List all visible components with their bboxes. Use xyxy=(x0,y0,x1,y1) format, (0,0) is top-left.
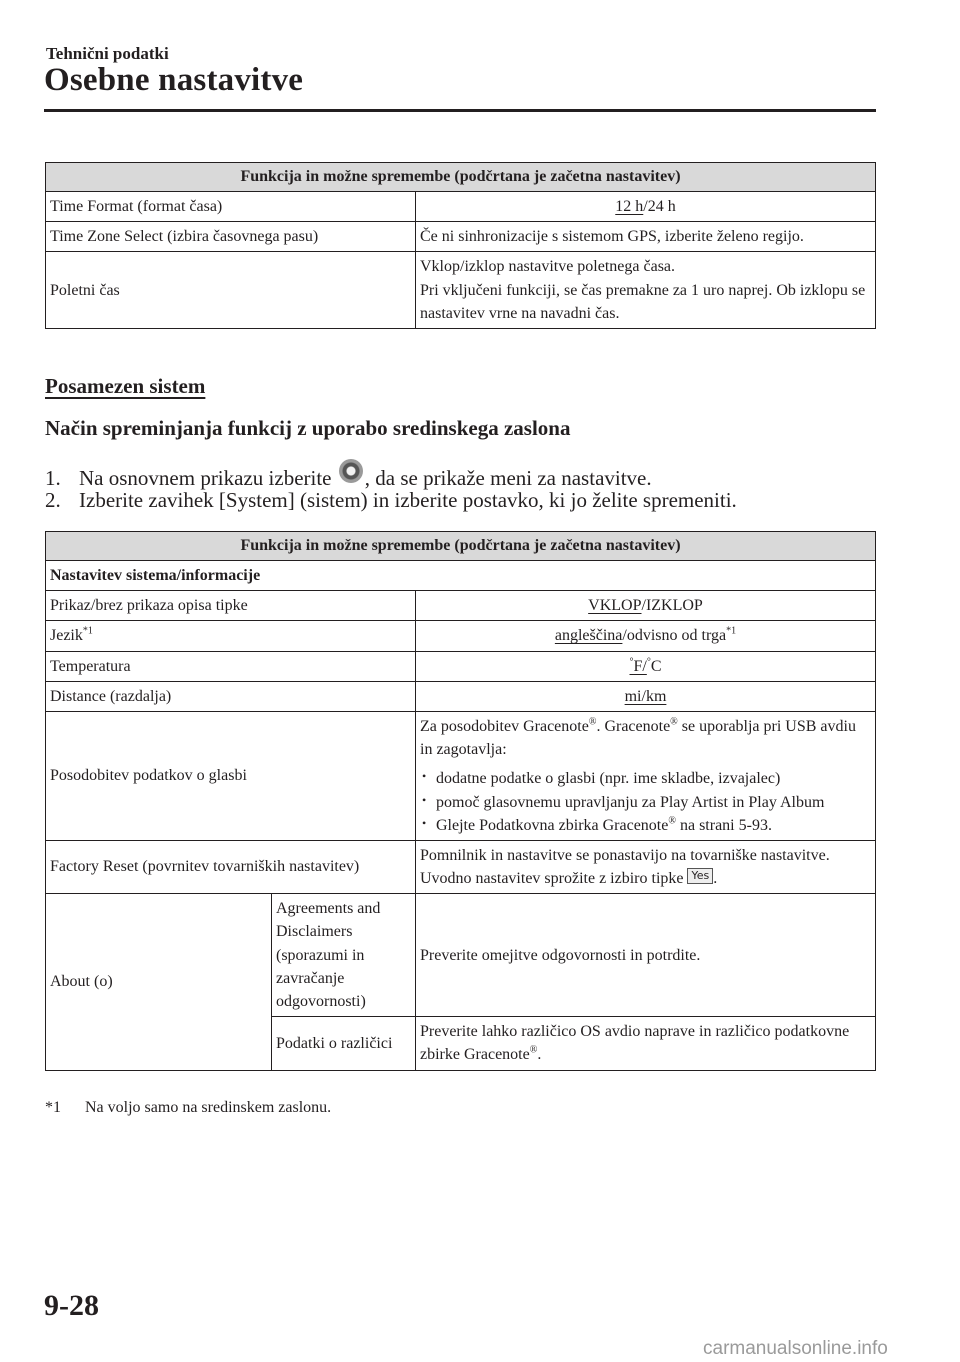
text: . xyxy=(537,1046,542,1064)
value-line: Vklop/izklop nastavitve poletnega časa. xyxy=(420,258,676,276)
table-row xyxy=(46,252,876,329)
default-value: VKLOP xyxy=(588,597,642,615)
step-2 xyxy=(45,488,737,513)
registered-mark: ® xyxy=(529,1045,538,1057)
footnote xyxy=(45,1099,331,1117)
settings-table-time xyxy=(45,162,876,329)
section-heading: Posamezen sistem xyxy=(45,374,206,398)
row-label: Poletni čas xyxy=(46,252,416,329)
page-title: Osebne nastavitve xyxy=(44,62,304,98)
table-row xyxy=(46,840,876,893)
table-row xyxy=(46,651,876,681)
text: Glejte Podatkovna zbirka Gracenote xyxy=(436,816,669,834)
text: Uvodno nastavitev sprožite z izbiro tipke xyxy=(420,870,684,888)
page-number: 9-28 xyxy=(44,1289,99,1322)
list-item-ref xyxy=(420,814,871,837)
value-line: Pri vključeni funkciji, se čas premakne za 1 uro naprej. Ob izklopu se nastavitev vrne na navadni čas. xyxy=(420,281,866,322)
table-row xyxy=(46,621,876,651)
fahrenheit: F/ xyxy=(633,657,647,675)
table-header: Funkcija in možne spremembe (podčrtana je začetna nastavitev) xyxy=(46,163,876,192)
text: Preverite lahko različico OS avdio naprave in različico podatkovne zbirke Gracenote xyxy=(420,1023,850,1064)
step-1 xyxy=(45,459,652,491)
step-text-end: , da se prikaže meni za nastavitve. xyxy=(364,466,652,490)
footnote-mark: *1 xyxy=(82,626,93,638)
row-value: Preverite omejitve odgovornosti in potrdite. xyxy=(416,894,876,1017)
list-item: • dodatne podatke o glasbi (npr. ime skladbe, izvajalec) xyxy=(420,767,871,790)
row-value xyxy=(416,651,876,681)
table-header: Funkcija in možne spremembe (podčrtana je začetna nastavitev) xyxy=(46,532,876,561)
degree-mark: ° xyxy=(646,656,651,668)
row-value xyxy=(416,621,876,651)
step-number: 2. xyxy=(45,488,61,512)
table-row xyxy=(46,222,876,252)
table-row xyxy=(46,681,876,711)
default-value xyxy=(629,658,646,675)
text: na strani 5-93. xyxy=(675,816,772,834)
row-label xyxy=(46,621,416,651)
default-value: mi/km xyxy=(624,687,667,705)
step-text: Izberite zavihek [System] (sistem) in izberite postavko, ki jo želite spremeniti. xyxy=(79,488,737,512)
alt-value: /odvisno od trga xyxy=(622,627,727,645)
step-text: Na osnovnem prikazu izberite xyxy=(79,466,332,490)
table-row xyxy=(46,894,876,1017)
row-label: About (o) xyxy=(46,894,272,1070)
registered-mark: ® xyxy=(668,815,676,827)
footnote-text: Na voljo samo na sredinskem zaslonu. xyxy=(85,1099,332,1116)
table-row xyxy=(46,192,876,222)
settings-table-system xyxy=(45,531,876,1071)
row-label: Posodobitev podatkov o glasbi xyxy=(46,711,416,840)
row-sublabel: Agreements and Disclaimers (sporazumi in zavračanje odgovornosti) xyxy=(272,894,416,1017)
default-value: angleščina xyxy=(554,627,623,645)
table-row xyxy=(46,711,876,840)
value-line: Pomnilnik in nastavitve se ponastavijo na tovarniške nastavitve. xyxy=(420,846,830,864)
value-intro xyxy=(420,715,871,761)
row-value xyxy=(416,681,876,711)
value-line xyxy=(420,867,871,890)
alt-value: /IZKLOP xyxy=(641,597,703,615)
bullet-list xyxy=(420,767,871,837)
alt-value: /24 h xyxy=(643,198,676,215)
table-header-row xyxy=(46,532,876,561)
row-value xyxy=(416,252,876,329)
row-label: Time Zone Select (izbira časovnega pasu) xyxy=(46,222,416,252)
celsius: C xyxy=(650,657,662,675)
method-heading: Način spreminjanja funkcij z uporabo sredinskega zaslona xyxy=(45,416,571,440)
watermark: carmanualsonline.info xyxy=(703,1338,888,1359)
row-value xyxy=(416,711,876,840)
step-number: 1. xyxy=(45,466,61,490)
table-header-row xyxy=(46,163,876,192)
registered-mark: ® xyxy=(588,716,597,728)
section-label: Tehnični podatki xyxy=(46,44,169,63)
row-label: Factory Reset (povrnitev tovarniških nastavitev) xyxy=(46,840,416,893)
text: . Gracenote xyxy=(596,717,671,735)
row-label: Distance (razdalja) xyxy=(46,681,416,711)
label-text: Jezik xyxy=(50,627,83,645)
list-item: • pomoč glasovnemu upravljanju za Play Artist in Play Album xyxy=(420,791,871,814)
footnote-mark: *1 xyxy=(45,1099,61,1116)
registered-mark: ® xyxy=(670,716,678,728)
group-label: Nastavitev sistema/informacije xyxy=(46,561,876,591)
default-value: 12 h xyxy=(615,198,644,215)
text: se uporablja pri USB avdiu in zagotavlja: xyxy=(420,717,856,759)
row-value xyxy=(416,1017,876,1070)
row-value: Če ni sinhronizacije s sistemom GPS, izberite želeno regijo. xyxy=(416,222,876,252)
row-label: Time Format (format časa) xyxy=(46,192,416,222)
settings-gear-icon xyxy=(339,459,363,483)
degree-mark: ° xyxy=(629,656,634,668)
row-value xyxy=(416,192,876,222)
row-sublabel: Podatki o različici xyxy=(272,1017,416,1070)
title-divider xyxy=(44,109,876,112)
text: Za posodobitev Gracenote xyxy=(420,717,589,735)
footnote-mark: *1 xyxy=(726,626,737,638)
table-group-row xyxy=(46,561,876,591)
table-row xyxy=(46,591,876,621)
row-value xyxy=(416,840,876,893)
row-value xyxy=(416,591,876,621)
row-label: Prikaz/brez prikaza opisa tipke xyxy=(46,591,416,621)
yes-button-icon: Yes xyxy=(687,868,713,884)
row-label: Temperatura xyxy=(46,651,416,681)
text: . xyxy=(713,870,718,888)
